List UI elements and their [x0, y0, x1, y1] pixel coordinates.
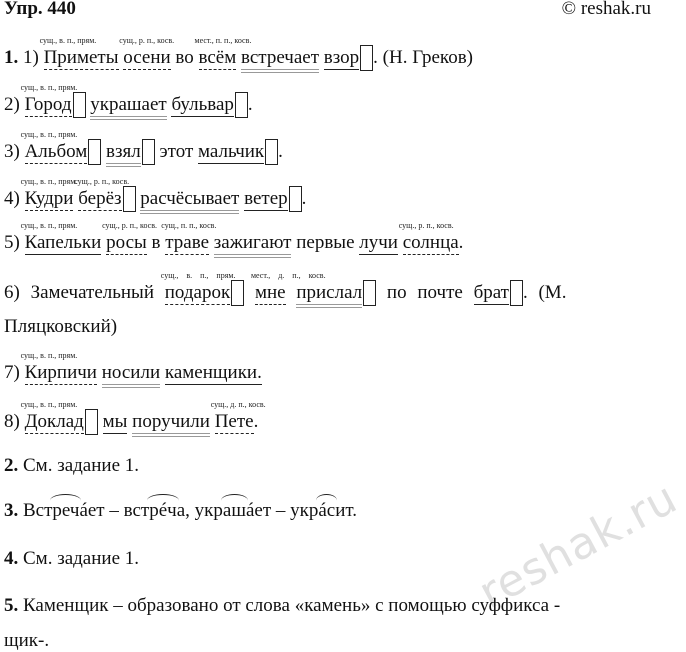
sentence — [4, 177, 307, 214]
root-arc: рéч — [149, 500, 177, 521]
word: взял — [106, 141, 141, 167]
word: Пляцковский) — [4, 316, 118, 337]
word-part: вст — [123, 500, 150, 521]
grammar-annotation: сущ., д. п., косв. — [210, 400, 266, 409]
word: 6) Замечательный — [4, 282, 154, 303]
punctuation: . — [522, 282, 539, 303]
grammar-annotation: сущ., в. п., прям. — [20, 130, 78, 139]
sentence — [4, 36, 473, 73]
grammar-annotation: сущ., р. п., косв. — [398, 221, 454, 230]
word-part: Вст — [23, 500, 53, 521]
grammar-annotation: сущ., в. п., прям. — [160, 271, 236, 280]
grammar-annotation: мест., д. п., косв. — [250, 271, 326, 280]
word: мальчик — [198, 141, 265, 162]
task-text: См. задание 1. — [23, 455, 140, 476]
word: осени сущ., р. п., косв. — [123, 47, 170, 70]
word: Приметы сущ., в. п., прям. — [44, 47, 119, 70]
word: солнца сущ., р. п., косв. — [403, 232, 459, 255]
root-arc: реч — [52, 500, 80, 521]
word: Альбом сущ., в. п., прям. — [25, 141, 88, 164]
word: Пете сущ., д. п., косв. — [215, 411, 254, 434]
task-2 — [4, 455, 139, 477]
word: Капельки сущ., в. п., прям. — [25, 232, 102, 255]
grammar-annotation: мест., п. п., косв. — [194, 36, 252, 45]
word: подарок сущ., в. п., прям. — [165, 282, 230, 305]
word: мне мест., д. п., косв. — [255, 282, 286, 305]
task-5 — [4, 595, 560, 617]
grammar-annotation: сущ., в. п., прям. — [39, 36, 97, 45]
word: Город сущ., в. п., прям. — [25, 94, 72, 117]
sentence — [4, 400, 266, 437]
punctuation: . — [373, 47, 378, 68]
task-number: 1. — [4, 47, 19, 68]
zero-ending-box — [142, 139, 155, 165]
word: мы — [102, 411, 128, 432]
task-number: 4. — [4, 548, 19, 569]
word: в — [151, 232, 161, 253]
watermark: reshak.ru — [470, 472, 686, 619]
zero-ending-box — [235, 92, 248, 118]
word: носили — [102, 362, 160, 388]
task-number: 2. — [4, 455, 19, 476]
word: 5) — [4, 232, 20, 253]
word: по почте — [386, 282, 463, 303]
word: 3) — [4, 141, 20, 162]
root-arc: аш — [222, 500, 246, 521]
task-number: 5. — [4, 595, 19, 616]
word: 1) — [23, 47, 39, 68]
zero-ending-box — [88, 139, 101, 165]
word: 2) — [4, 94, 20, 115]
punctuation: . — [253, 411, 259, 432]
word: 8) — [4, 411, 20, 432]
word: прислал — [296, 282, 362, 308]
zero-ending-box — [363, 280, 376, 306]
grammar-annotation: сущ., р. п., косв. — [102, 221, 157, 230]
sentence — [4, 130, 283, 167]
word: бульвар — [171, 94, 234, 115]
word-part: укр — [290, 500, 319, 521]
word: Кудри сущ., в. п., прям. — [25, 188, 74, 211]
site-credit: © reshak.ru — [561, 0, 651, 19]
word: зажигают — [214, 232, 292, 258]
word: траве сущ., п. п., косв. — [165, 232, 209, 255]
zero-ending-box — [360, 45, 373, 71]
word: росы сущ., р. п., косв. — [106, 232, 147, 255]
grammar-annotation: сущ., п. п., косв. — [161, 221, 217, 230]
grammar-annotation: сущ., в. п., прям. — [20, 221, 78, 230]
task-4 — [4, 548, 139, 570]
word: всём мест., п. п., косв. — [199, 47, 237, 70]
sentence — [4, 271, 567, 308]
zero-ending-box — [265, 139, 278, 165]
grammar-annotation: сущ., в. п., прям. — [20, 400, 78, 409]
word: 7) — [4, 362, 20, 383]
zero-ending-box — [85, 409, 98, 435]
sentence — [4, 351, 262, 388]
word: встречает — [241, 47, 319, 73]
sentence — [4, 221, 464, 258]
punctuation: . — [278, 141, 283, 162]
task-text: Каменщик – образовано от слова «камень» с помощью суффикса - — [23, 595, 561, 616]
word: Доклад сущ., в. п., прям. — [25, 411, 84, 434]
word: (М. — [538, 282, 567, 303]
word: поручили — [132, 411, 210, 437]
punctuation: . — [301, 188, 307, 209]
word-part: áет – — [245, 500, 291, 521]
word: первые — [296, 232, 355, 253]
word-part: укр — [194, 500, 223, 521]
word-part: áет – — [79, 500, 124, 521]
zero-ending-box — [510, 280, 523, 306]
word: берёз сущ., р. п., косв. — [78, 188, 121, 211]
task-number: 3. — [4, 500, 19, 521]
word: взор — [323, 47, 360, 68]
punctuation: . — [247, 94, 253, 115]
grammar-annotation: сущ., в. п., прям. — [20, 83, 78, 92]
word: Кирпичи сущ., в. п., прям. — [25, 362, 97, 385]
word: 4) — [4, 188, 20, 209]
word: (Н. Греков) — [382, 47, 473, 68]
grammar-annotation: сущ., в. п., прям. — [20, 177, 78, 186]
word: ветер — [244, 188, 288, 209]
word: брат — [473, 282, 509, 303]
word-part: ит. — [335, 500, 358, 521]
task-3 — [4, 500, 357, 522]
word: этот — [159, 141, 194, 162]
root-arc: áс — [318, 500, 336, 521]
word: каменщики. — [164, 362, 262, 383]
sentence — [4, 83, 253, 120]
exercise-title: Упр. 440 — [4, 0, 76, 19]
word-part: а, — [176, 500, 195, 521]
task-text: См. задание 1. — [23, 548, 140, 569]
punctuation: . — [458, 232, 464, 253]
zero-ending-box — [289, 186, 302, 212]
task-5-cont: щик-. — [4, 630, 50, 651]
sentence — [4, 316, 117, 338]
word: во — [175, 47, 194, 68]
grammar-annotation: сущ., р. п., косв. — [119, 36, 175, 45]
word: украшает — [90, 94, 166, 120]
word: расчёсывает — [140, 188, 239, 214]
grammar-annotation: сущ., в. п., прям. — [20, 351, 78, 360]
grammar-annotation: сущ., р. п., косв. — [74, 177, 130, 186]
word: лучи — [359, 232, 398, 253]
